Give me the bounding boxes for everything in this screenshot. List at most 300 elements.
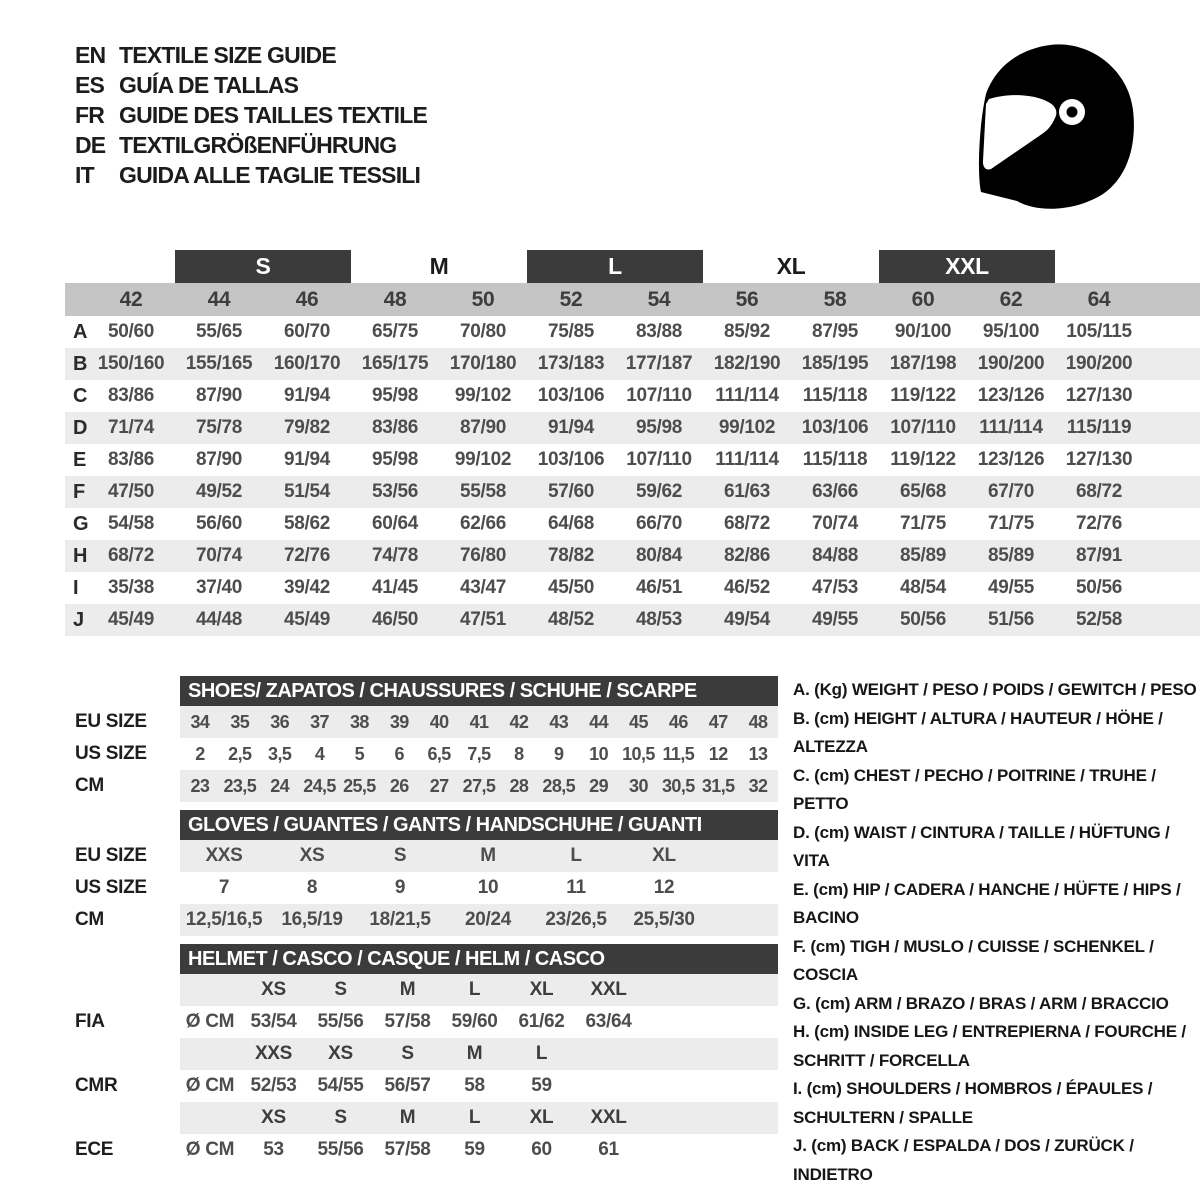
size-number-cell: 56 <box>735 287 759 311</box>
table-cell: 42 <box>509 711 529 732</box>
section-row <box>65 872 778 904</box>
section-row-label: US SIZE <box>75 877 147 898</box>
table-cell: 103/106 <box>537 449 605 470</box>
table-cell: S <box>393 845 407 866</box>
table-cell: 53 <box>263 1139 284 1160</box>
table-cell: 70/74 <box>811 513 859 534</box>
table-cell: 16,5/19 <box>281 909 343 930</box>
table-cell: 119/122 <box>890 385 956 406</box>
language-title: TEXTILGRÖßENFÜHRUNG <box>119 132 397 158</box>
table-cell: 3,5 <box>268 743 292 764</box>
helmet-size-header-row <box>65 1102 778 1134</box>
helmet-standard-row <box>65 1134 778 1166</box>
measure-row-label: I <box>73 576 79 599</box>
helmet-standard-cells <box>180 1134 778 1166</box>
table-cell: 70/80 <box>459 321 507 342</box>
table-cell: 87/91 <box>1075 545 1123 566</box>
table-cell: 37 <box>310 711 329 732</box>
table-cell: 165/175 <box>361 353 429 374</box>
table-cell: 150/160 <box>97 353 165 374</box>
table-cell: 6,5 <box>427 743 451 764</box>
helmet-size-cell: XXS <box>254 1043 293 1064</box>
section-row <box>65 770 778 802</box>
section-row-label: CM <box>75 775 104 796</box>
helmet-size-cell: XXL <box>590 979 627 1000</box>
table-cell: 61/62 <box>518 1011 565 1032</box>
measure-row <box>65 572 1200 604</box>
section-row <box>65 738 778 770</box>
table-cell: 49/52 <box>195 481 243 502</box>
size-number-cell: 54 <box>647 287 671 311</box>
table-cell: 75/85 <box>547 321 595 342</box>
table-cell: 95/98 <box>635 417 683 438</box>
table-cell: 62/66 <box>459 513 507 534</box>
table-cell: 99/102 <box>718 417 776 438</box>
size-number-cell: 52 <box>559 287 583 311</box>
table-cell: 11,5 <box>662 743 695 764</box>
table-cell: 10 <box>589 743 608 764</box>
measure-row <box>65 348 1200 380</box>
section-row-cells <box>180 738 778 770</box>
helmet-size-cell: M <box>399 1107 416 1128</box>
table-cell: 26 <box>389 775 409 796</box>
language-code: EN <box>75 42 106 68</box>
section-row-label <box>65 974 180 1006</box>
table-cell: 50/56 <box>899 609 947 630</box>
section-row-cells <box>180 770 778 802</box>
table-cell: 41/45 <box>371 577 419 598</box>
table-cell: 45/49 <box>283 609 331 630</box>
table-cell: 160/170 <box>273 353 341 374</box>
table-cell: 111/114 <box>715 385 779 406</box>
section-row-label: EU SIZE <box>75 845 147 866</box>
measure-row <box>65 316 1200 348</box>
table-cell: 49/55 <box>987 577 1035 598</box>
table-cell: 85/92 <box>723 321 771 342</box>
size-number-cell: 44 <box>207 287 231 311</box>
table-cell: 91/94 <box>283 385 331 406</box>
table-cell: 190/200 <box>977 353 1045 374</box>
table-cell: 35/38 <box>107 577 155 598</box>
size-group-xxl: XXL <box>879 250 1055 283</box>
table-cell: 39/42 <box>283 577 331 598</box>
section-row-label <box>65 1102 180 1134</box>
measure-row-label: J <box>73 608 84 631</box>
section-row-cells <box>180 840 778 872</box>
table-cell: 2,5 <box>228 743 252 764</box>
table-cell: XXS <box>205 845 243 866</box>
language-code: FR <box>75 102 105 128</box>
table-cell: 123/126 <box>977 449 1045 470</box>
helmet-size-cell: L <box>468 1107 481 1128</box>
table-cell: 46/52 <box>723 577 771 598</box>
section-row <box>65 840 778 872</box>
helmet-size-cell: M <box>466 1043 483 1064</box>
table-cell: 87/90 <box>195 385 243 406</box>
measure-row <box>65 604 1200 636</box>
table-cell: 53/54 <box>250 1011 297 1032</box>
table-cell: 54/55 <box>317 1075 364 1096</box>
table-cell: 80/84 <box>635 545 683 566</box>
table-cell: 105/115 <box>1066 321 1132 342</box>
table-cell: 182/190 <box>713 353 781 374</box>
table-cell: 115/118 <box>802 385 868 406</box>
table-cell: 68/72 <box>723 513 771 534</box>
legend-item: E. (cm) HIP / CADERA / HANCHE / HÜFTE / HIPS / BACINO <box>793 879 1181 927</box>
measurement-legend <box>793 676 1197 1189</box>
helmet-size-cell: XS <box>261 979 286 1000</box>
table-cell: 24 <box>270 775 290 796</box>
helmet-section <box>65 944 778 1166</box>
table-cell: 23/26,5 <box>545 909 607 930</box>
table-cell: 12 <box>653 877 675 898</box>
table-cell: 30,5 <box>662 775 695 796</box>
table-cell: 6 <box>394 743 404 764</box>
table-cell: 63/64 <box>585 1011 632 1032</box>
language-code: IT <box>75 162 94 188</box>
table-cell: 59/60 <box>451 1011 498 1032</box>
language-row <box>75 40 427 70</box>
helmet-standard-label: ECE <box>75 1139 114 1160</box>
table-cell: 79/82 <box>283 417 331 438</box>
bottom-sections <box>65 676 778 1166</box>
helmet-size-cell: L <box>468 979 481 1000</box>
table-cell: 43 <box>549 711 569 732</box>
table-cell: 84/88 <box>811 545 859 566</box>
helmet-standard-cells <box>180 1070 778 1102</box>
table-cell: 60 <box>531 1139 552 1160</box>
table-cell: 34 <box>190 711 210 732</box>
table-cell: 91/94 <box>547 417 595 438</box>
helmet-standard-row <box>65 1070 778 1102</box>
table-cell: 47 <box>708 711 728 732</box>
language-row <box>75 70 427 100</box>
section-row-label: EU SIZE <box>75 711 147 732</box>
table-cell: 185/195 <box>801 353 869 374</box>
helmet-size-cell: L <box>535 1043 548 1064</box>
table-cell: XL <box>652 845 676 866</box>
language-row <box>75 160 427 190</box>
table-cell: 53/56 <box>371 481 419 502</box>
table-cell: 83/86 <box>107 385 155 406</box>
table-cell: 51/54 <box>283 481 331 502</box>
table-cell: 107/110 <box>626 385 692 406</box>
table-cell: 155/165 <box>185 353 253 374</box>
diameter-unit-cell: Ø CM <box>185 1075 235 1096</box>
section-row-cells <box>180 706 778 738</box>
table-cell: 63/66 <box>811 481 859 502</box>
table-cell: 31,5 <box>701 775 735 796</box>
measure-row-label: H <box>73 544 88 567</box>
shoes-section <box>65 676 778 802</box>
language-code: DE <box>75 132 106 158</box>
helmet-size-cell: S <box>334 1107 347 1128</box>
legend-item: J. (cm) BACK / ESPALDA / DOS / ZURÜCK / INDIETRO <box>793 1136 1134 1184</box>
table-cell: 20/24 <box>464 909 512 930</box>
table-cell: 39 <box>389 711 409 732</box>
table-cell: 7,5 <box>467 743 491 764</box>
table-cell: 57/58 <box>384 1011 431 1032</box>
diameter-unit-cell: Ø CM <box>185 1011 235 1032</box>
table-cell: 82/86 <box>723 545 771 566</box>
table-cell: 11 <box>566 877 586 898</box>
table-cell: 37/40 <box>195 577 243 598</box>
table-cell: 47/53 <box>811 577 859 598</box>
size-number-cell: 58 <box>823 287 847 311</box>
measure-row <box>65 412 1200 444</box>
table-cell: 55/56 <box>317 1139 364 1160</box>
table-cell: 61 <box>598 1139 619 1160</box>
table-cell: 61/63 <box>723 481 771 502</box>
measure-row-label: D <box>73 416 88 439</box>
table-cell: 76/80 <box>459 545 507 566</box>
section-row <box>65 904 778 936</box>
table-cell: 127/130 <box>1065 449 1133 470</box>
helmet-size-header-cells <box>180 1102 778 1134</box>
language-code: ES <box>75 72 105 98</box>
table-cell: 59 <box>531 1075 552 1096</box>
helmet-size-header-row <box>65 1038 778 1070</box>
helmet-standard-cells <box>180 1006 778 1038</box>
table-cell: 111/114 <box>715 449 779 470</box>
table-cell: 65/68 <box>899 481 947 502</box>
table-cell: 24,5 <box>303 775 336 796</box>
table-cell: 51/56 <box>987 609 1035 630</box>
table-cell: 119/122 <box>890 449 956 470</box>
language-row <box>75 130 427 160</box>
table-cell: 12,5/16,5 <box>185 909 263 930</box>
table-cell: 58/62 <box>283 513 331 534</box>
table-cell: 50/56 <box>1075 577 1123 598</box>
table-cell: 58 <box>464 1075 485 1096</box>
table-cell: 10 <box>477 877 499 898</box>
measure-row-label: C <box>73 384 88 407</box>
table-cell: 48/52 <box>547 609 595 630</box>
helmet-section-header: HELMET / CASCO / CASQUE / HELM / CASCO <box>180 944 778 974</box>
legend-item: I. (cm) SHOULDERS / HOMBROS / ÉPAULES / SCHULTERN / SPALLE <box>793 1079 1153 1127</box>
language-row <box>75 100 427 130</box>
table-cell: 55/58 <box>459 481 507 502</box>
legend-item: F. (cm) TIGH / MUSLO / CUISSE / SCHENKEL / COSCIA <box>793 936 1154 984</box>
table-cell: 2 <box>195 743 205 764</box>
table-cell: 55/56 <box>317 1011 364 1032</box>
table-cell: 30 <box>629 775 648 796</box>
size-number-cell: 46 <box>295 287 319 311</box>
table-cell: 111/114 <box>979 417 1043 438</box>
legend-item: B. (cm) HEIGHT / ALTURA / HAUTEUR / HÖHE / ALTEZZA <box>793 708 1163 756</box>
helmet-size-cell: XS <box>328 1043 353 1064</box>
table-cell: 59 <box>464 1139 485 1160</box>
table-cell: 71/75 <box>899 513 947 534</box>
table-cell: 27 <box>429 775 449 796</box>
measure-row-label: G <box>73 512 89 535</box>
size-group-l: L <box>527 250 703 283</box>
table-cell: 45 <box>629 711 648 732</box>
table-cell: 25,5/30 <box>633 909 695 930</box>
table-cell: 103/106 <box>537 385 605 406</box>
gloves-rows <box>65 840 778 936</box>
table-cell: 52/58 <box>1075 609 1123 630</box>
table-cell: 52/53 <box>250 1075 297 1096</box>
measure-row-label: E <box>73 448 87 471</box>
table-cell: 95/98 <box>371 385 419 406</box>
measure-row <box>65 380 1200 412</box>
table-cell: 85/89 <box>987 545 1035 566</box>
helmet-size-cell: XL <box>529 979 554 1000</box>
table-cell: 48 <box>748 711 768 732</box>
size-group-s: S <box>175 250 351 283</box>
shoes-section-header: SHOES/ ZAPATOS / CHAUSSURES / SCHUHE / SCARPE <box>180 676 778 706</box>
table-cell: 46/51 <box>635 577 683 598</box>
table-cell: 66/70 <box>635 513 683 534</box>
table-cell: 27,5 <box>462 775 496 796</box>
table-cell: 12 <box>708 743 728 764</box>
table-cell: 57/60 <box>547 481 595 502</box>
diameter-unit-cell: Ø CM <box>185 1139 235 1160</box>
gloves-section <box>65 810 778 936</box>
table-cell: 54/58 <box>107 513 155 534</box>
table-cell: 78/82 <box>547 545 595 566</box>
table-cell: 60/64 <box>371 513 419 534</box>
legend-item: C. (cm) CHEST / PECHO / POITRINE / TRUHE / PETTO <box>793 765 1156 813</box>
table-cell: 72/76 <box>1075 513 1123 534</box>
table-cell: 187/198 <box>889 353 957 374</box>
table-cell: 35 <box>230 711 250 732</box>
size-group-m: M <box>429 253 449 279</box>
table-cell: 23 <box>190 775 210 796</box>
table-cell: 68/72 <box>107 545 155 566</box>
table-cell: 45/49 <box>107 609 155 630</box>
table-cell: 59/62 <box>635 481 683 502</box>
table-cell: 56/57 <box>384 1075 431 1096</box>
table-cell: 38 <box>349 711 369 732</box>
table-cell: 87/90 <box>195 449 243 470</box>
table-cell: 99/102 <box>454 385 512 406</box>
helmet-standard-label: FIA <box>75 1011 105 1032</box>
table-cell: 127/130 <box>1065 385 1133 406</box>
table-cell: 57/58 <box>384 1139 431 1160</box>
table-cell: 8 <box>514 743 524 764</box>
table-cell: 41 <box>469 711 489 732</box>
language-title: GUÍA DE TALLAS <box>119 72 299 98</box>
table-cell: 115/118 <box>802 449 868 470</box>
table-cell: M <box>480 845 496 866</box>
legend-item: H. (cm) INSIDE LEG / ENTREPIERNA / FOURCHE / SCHRITT / FORCELLA <box>793 1022 1186 1070</box>
table-cell: 71/74 <box>107 417 155 438</box>
section-row-label: CM <box>75 909 104 930</box>
table-cell: 9 <box>394 877 406 898</box>
language-title: GUIDE DES TAILLES TEXTILE <box>119 102 427 128</box>
table-cell: 49/55 <box>811 609 859 630</box>
measure-row <box>65 540 1200 572</box>
table-cell: 25,5 <box>343 775 376 796</box>
table-cell: 83/86 <box>107 449 155 470</box>
table-cell: 36 <box>270 711 290 732</box>
size-number-cell: 62 <box>999 287 1023 311</box>
table-cell: 115/119 <box>1066 417 1132 438</box>
helmet-standard-row <box>65 1006 778 1038</box>
measure-row <box>65 508 1200 540</box>
section-row-cells <box>180 904 778 936</box>
table-cell: 83/86 <box>371 417 419 438</box>
size-group-xl: XL <box>776 253 806 279</box>
table-cell: 123/126 <box>977 385 1045 406</box>
table-cell: 7 <box>218 877 230 898</box>
table-cell: 74/78 <box>371 545 419 566</box>
table-cell: 70/74 <box>195 545 243 566</box>
helmet-size-header-cells <box>180 974 778 1006</box>
table-cell: 28,5 <box>542 775 576 796</box>
table-cell: 46/50 <box>371 609 419 630</box>
table-cell: 43/47 <box>459 577 507 598</box>
size-number-row <box>65 283 1200 316</box>
section-row-cells <box>180 872 778 904</box>
table-cell: 28 <box>509 775 529 796</box>
table-cell: 49/54 <box>723 609 771 630</box>
table-cell: 45/50 <box>547 577 595 598</box>
racing-helmet-icon <box>976 42 1136 210</box>
helmet-size-cell: M <box>399 979 416 1000</box>
size-number-cell: 64 <box>1087 287 1111 311</box>
table-cell: 48/53 <box>635 609 683 630</box>
size-number-cell: 50 <box>471 287 495 311</box>
language-list <box>75 40 427 190</box>
table-cell: 40 <box>429 711 449 732</box>
table-cell: 18/21,5 <box>369 909 431 930</box>
table-cell: 5 <box>354 743 365 764</box>
table-cell: 55/65 <box>195 321 243 342</box>
helmet-size-cell: S <box>401 1043 414 1064</box>
helmet-size-cell: XS <box>261 1107 286 1128</box>
legend-item: A. (Kg) WEIGHT / PESO / POIDS / GEWITCH / PESO <box>793 680 1197 699</box>
helmet-rows <box>65 974 778 1166</box>
table-cell: 23,5 <box>223 775 257 796</box>
table-cell: 87/90 <box>459 417 507 438</box>
table-cell: 47/50 <box>107 481 155 502</box>
table-cell: 95/100 <box>982 321 1040 342</box>
helmet-size-header-cells <box>180 1038 778 1070</box>
table-cell: 44 <box>589 711 608 732</box>
table-cell: 95/98 <box>371 449 419 470</box>
helmet-size-header-row <box>65 974 778 1006</box>
table-cell: XS <box>299 845 325 866</box>
measure-row <box>65 476 1200 508</box>
table-cell: 32 <box>748 775 768 796</box>
table-cell: 103/106 <box>801 417 869 438</box>
table-cell: 29 <box>589 775 608 796</box>
table-cell: 190/200 <box>1065 353 1133 374</box>
table-cell: 90/100 <box>894 321 952 342</box>
table-cell: 48/54 <box>899 577 947 598</box>
table-cell: 56/60 <box>195 513 243 534</box>
table-cell: 68/72 <box>1075 481 1123 502</box>
table-cell: 99/102 <box>454 449 512 470</box>
table-cell: 65/75 <box>371 321 419 342</box>
table-cell: 44/48 <box>195 609 243 630</box>
table-cell: 107/110 <box>890 417 956 438</box>
measure-row-label: F <box>73 480 85 503</box>
section-row-label <box>65 1038 180 1070</box>
helmet-size-cell: XXL <box>590 1107 627 1128</box>
table-cell: 173/183 <box>537 353 605 374</box>
table-cell: 9 <box>554 743 564 764</box>
table-cell: 107/110 <box>626 449 692 470</box>
table-cell: 4 <box>314 743 325 764</box>
shoes-rows <box>65 706 778 802</box>
helmet-standard-label: CMR <box>75 1075 118 1096</box>
table-cell: 71/75 <box>987 513 1035 534</box>
table-cell: 10,5 <box>622 743 655 764</box>
